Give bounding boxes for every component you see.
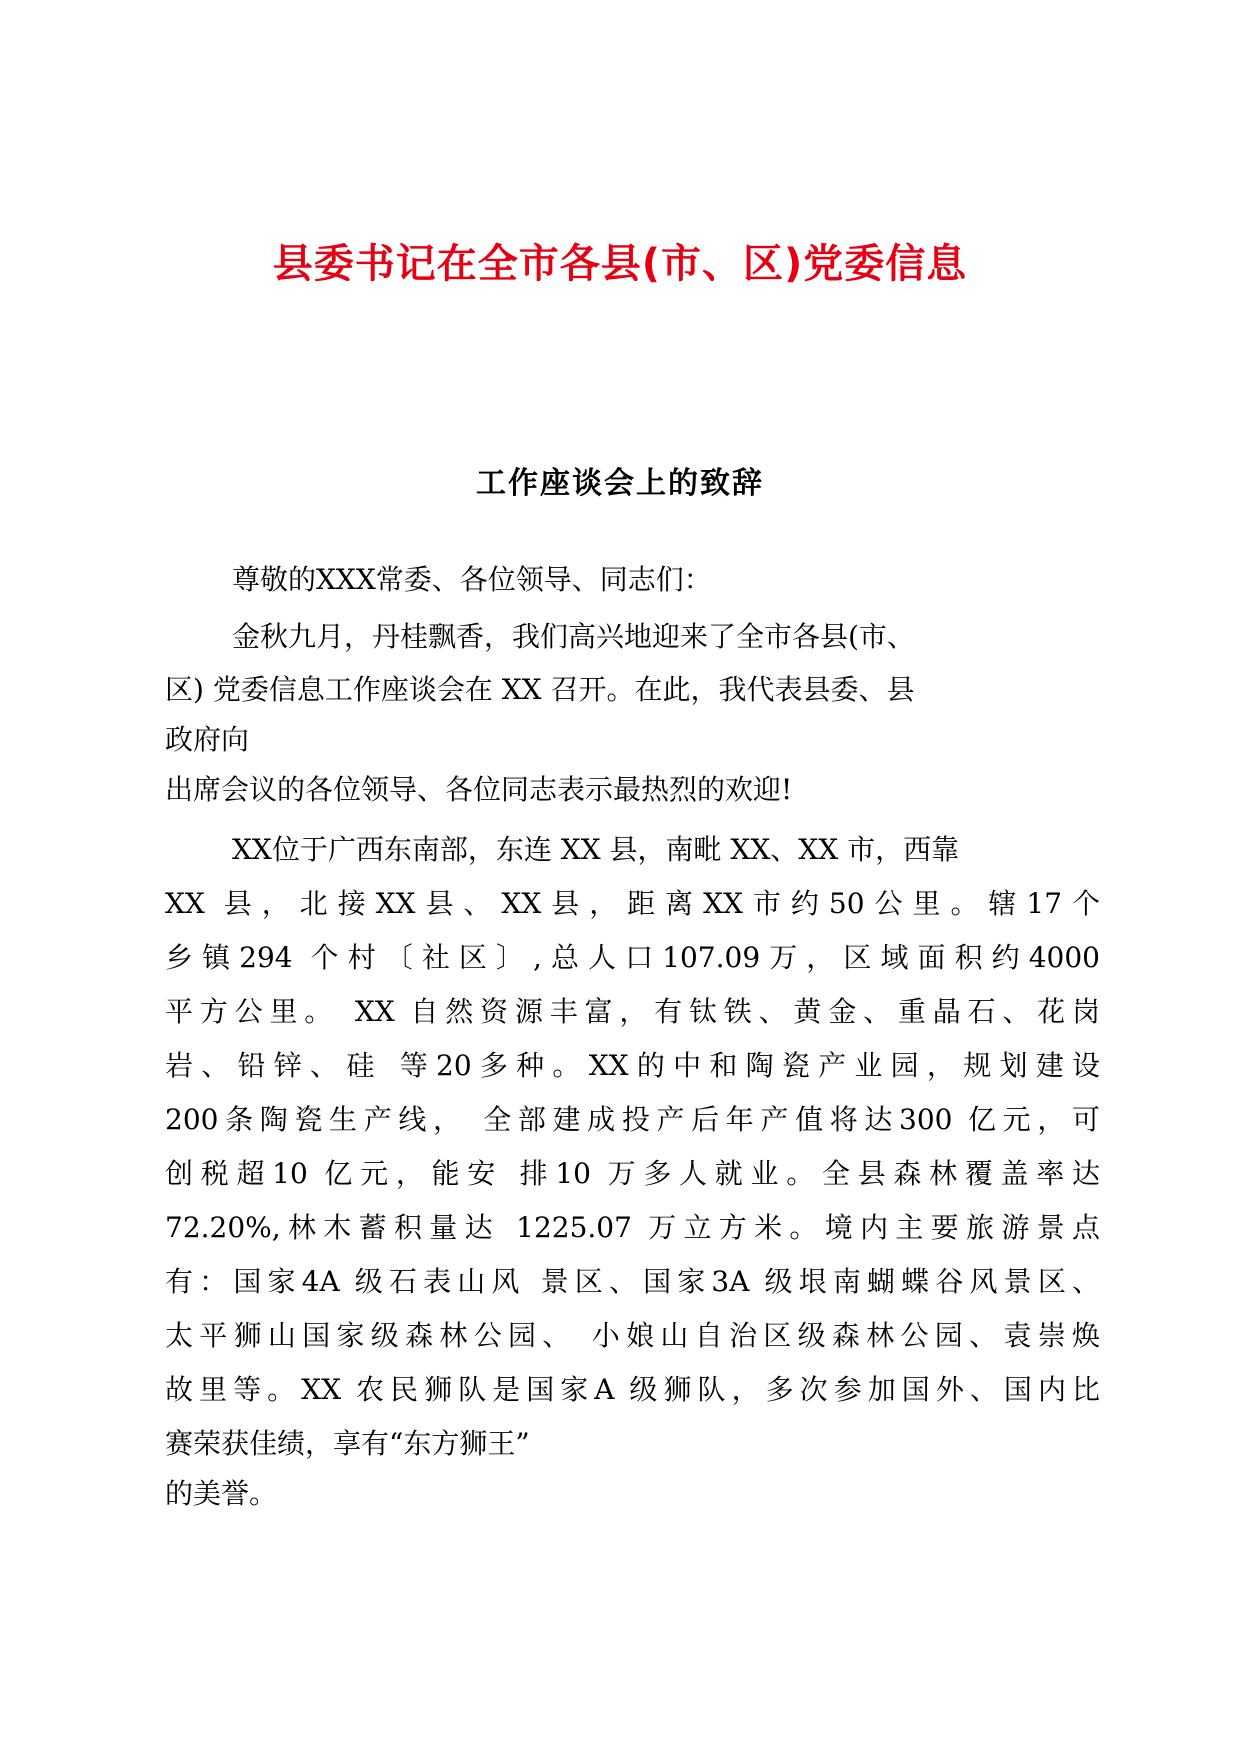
paragraph-line: 出席会议的各位领导、各位同志表示最热烈的欢迎!: [165, 773, 793, 806]
paragraph-line: 故里等。XX 农民狮队是国家A 级狮队，多次参加国外、国内比: [165, 1373, 1100, 1406]
paragraph-line: 金秋九月，丹桂飘香，我们高兴地迎来了全市各县(市、: [232, 620, 915, 653]
paragraph-line: 平方公里。 XX 自然资源丰富，有钛铁、黄金、重晶石、花岗: [165, 995, 1100, 1028]
salutation-line: 尊敬的XXX常委、各位领导、同志们：: [232, 563, 712, 596]
paragraph-line: 太平狮山国家级森林公园、 小娘山自治区级森林公园、袁崇焕: [165, 1319, 1100, 1352]
paragraph-line: XX位于广西东南部，东连 XX 县，南毗 XX、XX 市，西靠: [232, 833, 960, 866]
paragraph-line: 赛荣获佳绩，享有“东方狮王”: [165, 1427, 530, 1460]
paragraph-line: XX 县，北接XX县、XX县，距离XX市约50公里。辖17个: [165, 887, 1100, 920]
paragraph-line: 200条陶瓷生产线， 全部建成投产后年产值将达300 亿元，可: [165, 1103, 1100, 1136]
paragraph-line: 区) 党委信息工作座谈会在 XX 召开。在此，我代表县委、县: [165, 673, 915, 706]
document-subtitle: 工作座谈会上的致辞: [476, 466, 764, 501]
paragraph-line: 72.20%,林木蓄积量达 1225.07 万立方米。境内主要旅游景点: [165, 1211, 1100, 1244]
paragraph-line: 创税超10 亿元，能安 排10 万多人就业。全县森林覆盖率达: [165, 1157, 1100, 1190]
document-title: 县委书记在全市各县(市、区)党委信息: [272, 241, 968, 287]
paragraph-line: 政府向: [165, 723, 250, 756]
paragraph-line: 的美誉。: [165, 1477, 278, 1510]
paragraph-line: 有：国家4A 级石表山风 景区、国家3A 级垠南蝴蝶谷风景区、: [165, 1265, 1100, 1298]
paragraph-line: 乡镇294 个村〔社区〕,总人口107.09万，区域面积约4000: [165, 941, 1100, 974]
paragraph-line: 岩、铅锌、硅 等20多种。XX的中和陶瓷产业园，规划建设: [165, 1049, 1100, 1082]
